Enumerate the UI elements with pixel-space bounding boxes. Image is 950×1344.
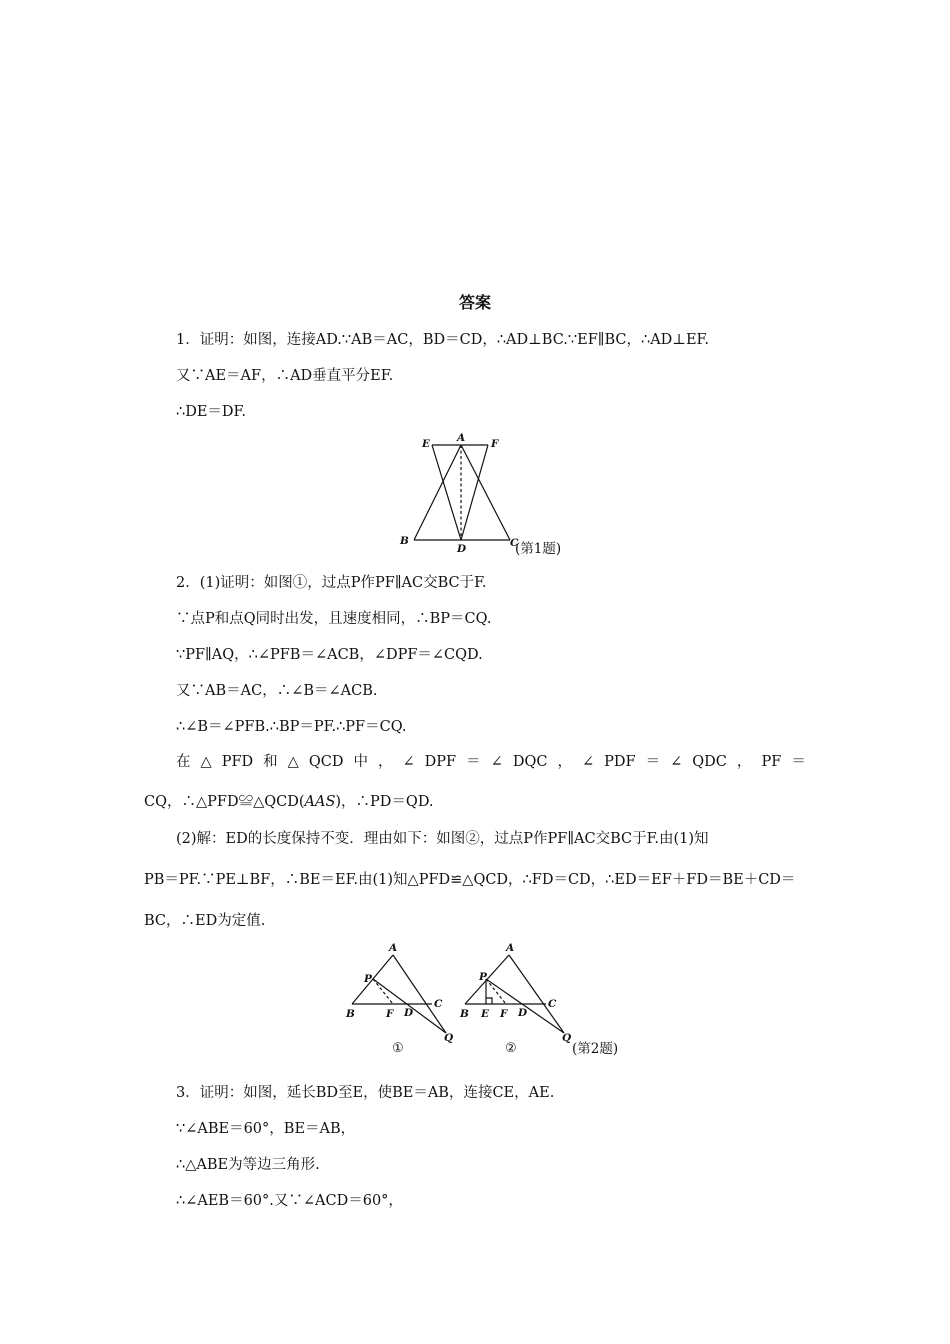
segment-ac bbox=[461, 445, 510, 540]
segment-ab bbox=[414, 445, 461, 540]
q2-line-1: 2．(1)证明：如图①，过点P作PF∥AC交BC于F. bbox=[176, 575, 487, 591]
label-d: D bbox=[518, 1007, 528, 1019]
q2-line-3: ∵PF∥AQ，∴∠PFB＝∠ACB，∠DPF＝∠CQD. bbox=[176, 647, 483, 663]
q1-line-3: ∴DE＝DF. bbox=[176, 404, 246, 420]
segment-fd bbox=[461, 445, 488, 540]
label-f: F bbox=[491, 438, 499, 450]
label-c: C bbox=[434, 998, 443, 1010]
label-p: P bbox=[364, 973, 372, 985]
figure-2-diagram-2 bbox=[458, 938, 578, 1060]
q2-line-2: ∵点P和点Q同时出发，且速度相同，∴BP＝CQ. bbox=[176, 611, 492, 627]
label-a: A bbox=[457, 432, 466, 444]
figure-1-caption: (第1题) bbox=[515, 541, 562, 557]
figure-2-diagram-1 bbox=[340, 938, 460, 1060]
q3-line-1: 3．证明：如图，延长BD至E，使BE＝AB，连接CE，AE. bbox=[176, 1085, 555, 1101]
figure-1-diagram bbox=[392, 428, 532, 560]
segment-ed bbox=[432, 445, 461, 540]
q3-line-3: ∴△ABE为等边三角形. bbox=[176, 1157, 320, 1173]
q2-line-5: ∴∠B＝∠PFB.∴BP＝PF.∴PF＝CQ. bbox=[176, 719, 407, 735]
figure-number-1: ① bbox=[392, 1041, 404, 1056]
segment-aq bbox=[393, 955, 446, 1033]
label-d: D bbox=[404, 1007, 414, 1019]
label-q: Q bbox=[444, 1032, 454, 1044]
label-f: F bbox=[386, 1008, 394, 1020]
right-angle-mark bbox=[486, 998, 492, 1004]
label-f: F bbox=[500, 1008, 508, 1020]
label-e: E bbox=[422, 438, 431, 450]
q2-line-10: BC，∴ED为定值. bbox=[144, 913, 266, 929]
segment-pf-dashed bbox=[486, 979, 506, 1004]
q2-line-8: (2)解：ED的长度保持不变．理由如下：如图②，过点P作PF∥AC交BC于F.由(1)知 bbox=[176, 831, 709, 847]
label-b: B bbox=[346, 1008, 355, 1020]
label-d: D bbox=[457, 543, 467, 555]
q2-line-9: PB＝PF.∵PE⊥BF，∴BE＝EF.由(1)知△PFD≌△QCD，∴FD＝CD，∴ED＝EF＋FD＝BE＋CD＝ bbox=[144, 872, 796, 888]
figure-number-2: ② bbox=[505, 1041, 517, 1056]
q2-line-7: CQ，∴△PFD≌△QCD(AAS)，∴PD＝QD. bbox=[144, 794, 434, 810]
label-p: P bbox=[479, 971, 487, 983]
label-c: C bbox=[548, 998, 557, 1010]
label-a: A bbox=[506, 942, 515, 954]
figure-2-caption: (第2题) bbox=[572, 1041, 619, 1057]
segment-aq bbox=[509, 955, 564, 1033]
q3-line-4: ∴∠AEB＝60°.又∵∠ACD＝60°， bbox=[176, 1193, 403, 1209]
q1-line-1: 1．证明：如图，连接AD.∵AB＝AC，BD＝CD，∴AD⊥BC.∵EF∥BC，∴AD⊥EF. bbox=[176, 332, 709, 348]
label-b: B bbox=[400, 535, 409, 547]
q1-line-2: 又∵AE＝AF，∴AD垂直平分EF. bbox=[176, 368, 394, 384]
page-title: 答案 bbox=[458, 293, 491, 312]
q2-line-4: 又∵AB＝AC，∴∠B＝∠ACB. bbox=[176, 683, 378, 699]
label-e: E bbox=[481, 1008, 490, 1020]
label-q: Q bbox=[562, 1032, 572, 1044]
label-b: B bbox=[460, 1008, 469, 1020]
q3-line-2: ∵∠ABE＝60°，BE＝AB， bbox=[176, 1121, 356, 1137]
label-c: C bbox=[510, 537, 519, 549]
q2-line-6: 在 △ PFD 和 △ QCD 中 ， ∠ DPF ＝ ∠ DQC ， ∠ PDF ＝ ∠ QDC ， PF ＝ bbox=[176, 754, 806, 770]
label-a: A bbox=[389, 942, 398, 954]
